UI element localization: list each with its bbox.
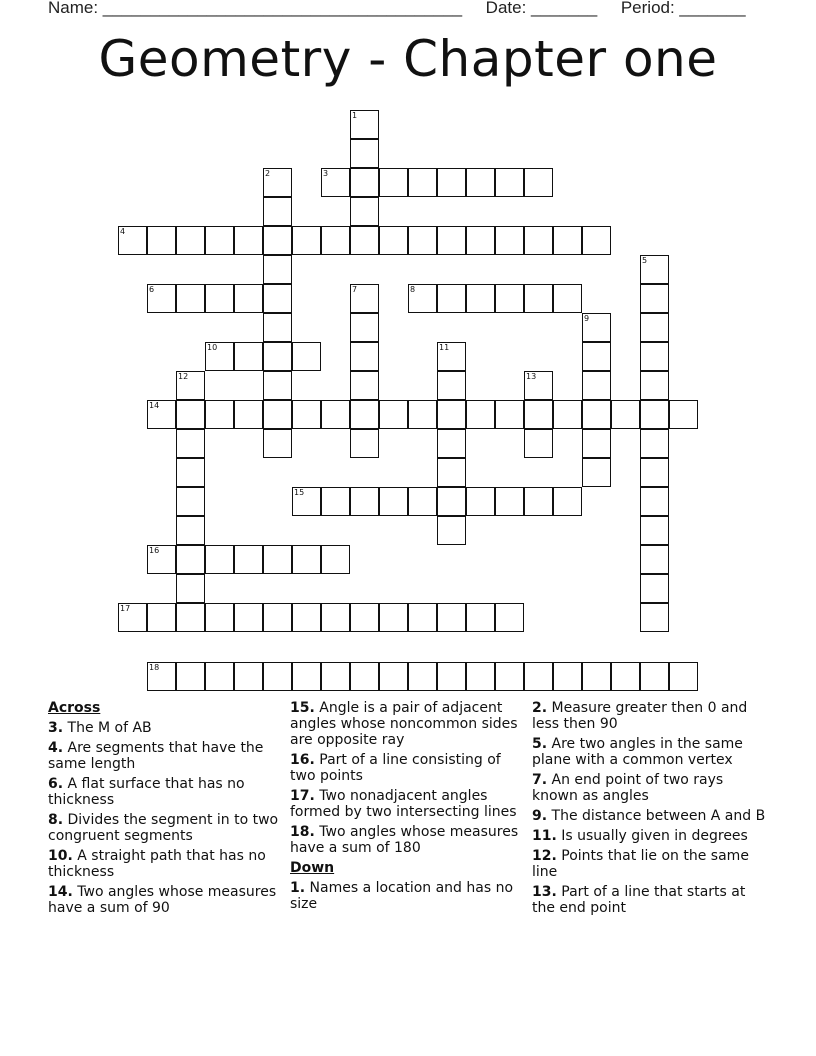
crossword-cell[interactable] — [176, 603, 205, 632]
clue-column-2 — [290, 700, 524, 916]
crossword-cell[interactable] — [582, 662, 611, 691]
clue-item-number: 16. — [290, 752, 315, 768]
crossword-cell[interactable] — [408, 226, 437, 255]
clue-number: 11 — [439, 343, 450, 352]
crossword-cell[interactable] — [640, 255, 669, 284]
clue-item-text: The M of AB — [67, 720, 152, 736]
crossword-cell[interactable] — [263, 284, 292, 313]
crossword-cell[interactable] — [147, 545, 176, 574]
crossword-cell[interactable] — [263, 429, 292, 458]
clue-item-text: The distance between A and B — [551, 808, 766, 824]
crossword-cell[interactable] — [118, 226, 147, 255]
crossword-cell[interactable] — [350, 662, 379, 691]
crossword-cell[interactable] — [350, 197, 379, 226]
clue-number: 5 — [642, 256, 648, 265]
crossword-cell[interactable] — [379, 168, 408, 197]
crossword-cell[interactable] — [582, 313, 611, 342]
crossword-cell[interactable] — [263, 371, 292, 400]
crossword-cell[interactable] — [640, 487, 669, 516]
clue-item-number: 3. — [48, 720, 64, 736]
crossword-cell[interactable] — [466, 662, 495, 691]
section-heading: Across — [48, 700, 101, 716]
crossword-cell[interactable] — [176, 545, 205, 574]
crossword-cell[interactable] — [582, 458, 611, 487]
clue-item-text: Points that lie on the same line — [532, 848, 749, 880]
crossword-cell[interactable] — [263, 168, 292, 197]
crossword-cell[interactable] — [205, 662, 234, 691]
clue-item — [532, 848, 772, 880]
crossword-cell[interactable] — [263, 603, 292, 632]
crossword-cell[interactable] — [437, 429, 466, 458]
clue-column-3 — [532, 700, 772, 920]
crossword-cell[interactable] — [176, 458, 205, 487]
clue-number: 13 — [526, 372, 537, 381]
crossword-cell[interactable] — [640, 458, 669, 487]
clue-number: 12 — [178, 372, 189, 381]
crossword-cell[interactable] — [640, 342, 669, 371]
clue-item — [290, 880, 524, 912]
crossword-cell[interactable] — [350, 110, 379, 139]
crossword-cell[interactable] — [234, 342, 263, 371]
crossword-cell[interactable] — [263, 255, 292, 284]
clue-item — [532, 772, 772, 804]
clue-number: 8 — [410, 285, 416, 294]
clue-item — [48, 848, 280, 880]
crossword-cell[interactable] — [205, 226, 234, 255]
clue-item-text: Is usually given in degrees — [561, 828, 748, 844]
crossword-cell[interactable] — [611, 662, 640, 691]
crossword-cell[interactable] — [118, 603, 147, 632]
crossword-cell[interactable] — [495, 226, 524, 255]
crossword-cell[interactable] — [582, 342, 611, 371]
clue-item-number: 7. — [532, 772, 548, 788]
clue-item — [532, 736, 772, 768]
crossword-cell[interactable] — [408, 662, 437, 691]
crossword-cell[interactable] — [292, 545, 321, 574]
crossword-cell[interactable] — [495, 168, 524, 197]
crossword-cell[interactable] — [582, 226, 611, 255]
crossword-cell[interactable] — [611, 400, 640, 429]
crossword-cell[interactable] — [495, 662, 524, 691]
crossword-cell[interactable] — [408, 168, 437, 197]
crossword-cell[interactable] — [437, 516, 466, 545]
clue-item-number: 14. — [48, 884, 73, 900]
crossword-cell[interactable] — [640, 545, 669, 574]
crossword-cell[interactable] — [350, 603, 379, 632]
clue-number: 9 — [584, 314, 590, 323]
crossword-cell[interactable] — [524, 284, 553, 313]
crossword-cell[interactable] — [350, 168, 379, 197]
crossword-cell[interactable] — [234, 400, 263, 429]
crossword-cell[interactable] — [176, 400, 205, 429]
crossword-cell[interactable] — [553, 662, 582, 691]
clue-number: 2 — [265, 169, 271, 178]
crossword-cell[interactable] — [408, 603, 437, 632]
crossword-cell[interactable] — [524, 371, 553, 400]
crossword-cell[interactable] — [524, 400, 553, 429]
clue-item-text: Two angles whose measures have a sum of 90 — [48, 884, 277, 916]
crossword-cell[interactable] — [176, 371, 205, 400]
clue-item — [290, 788, 524, 820]
clue-item-text: An end point of two rays known as angles — [532, 772, 724, 804]
clue-item-text: Two nonadjacent angles formed by two intersecting lines — [290, 788, 517, 820]
clue-item-text: Two angles whose measures have a sum of 180 — [290, 824, 519, 856]
crossword-cell[interactable] — [234, 284, 263, 313]
crossword-cell[interactable] — [553, 400, 582, 429]
crossword-cell[interactable] — [524, 429, 553, 458]
crossword-cell[interactable] — [553, 284, 582, 313]
crossword-cell[interactable] — [669, 400, 698, 429]
clue-item-text: Part of a line consisting of two points — [290, 752, 501, 784]
crossword-cell[interactable] — [147, 284, 176, 313]
clue-item-number: 1. — [290, 880, 306, 896]
crossword-cell[interactable] — [263, 197, 292, 226]
crossword-cell[interactable] — [234, 662, 263, 691]
crossword-cell[interactable] — [408, 487, 437, 516]
crossword-cell[interactable] — [466, 487, 495, 516]
crossword-cell[interactable] — [524, 168, 553, 197]
crossword-cell[interactable] — [350, 371, 379, 400]
crossword-cell[interactable] — [176, 284, 205, 313]
student-info-line[interactable]: Name: ______________________________________ Date: _______ Period: _______ — [48, 0, 746, 17]
clue-item — [48, 740, 280, 772]
crossword-cell[interactable] — [640, 662, 669, 691]
clue-item-text: Measure greater then 0 and less then 90 — [532, 700, 748, 732]
clue-item — [532, 828, 772, 844]
crossword-cell[interactable] — [263, 662, 292, 691]
crossword-cell[interactable] — [263, 313, 292, 342]
crossword-cell[interactable] — [640, 574, 669, 603]
clue-item-number: 11. — [532, 828, 557, 844]
crossword-cell[interactable] — [669, 662, 698, 691]
clue-number: 15 — [294, 488, 305, 497]
crossword-cell[interactable] — [205, 545, 234, 574]
crossword-cell[interactable] — [205, 603, 234, 632]
crossword-cell[interactable] — [176, 226, 205, 255]
clue-number: 18 — [149, 663, 160, 672]
crossword-cell[interactable] — [437, 226, 466, 255]
clue-number: 17 — [120, 604, 131, 613]
crossword-cell[interactable] — [640, 400, 669, 429]
crossword-cell[interactable] — [350, 487, 379, 516]
clue-item-text: Are two angles in the same plane with a common vertex — [532, 736, 743, 768]
crossword-cell[interactable] — [350, 139, 379, 168]
crossword-cell[interactable] — [553, 226, 582, 255]
page-title: Geometry - Chapter one — [98, 30, 718, 88]
clue-item-number: 4. — [48, 740, 64, 756]
clue-item — [290, 824, 524, 856]
clue-item — [532, 700, 772, 732]
crossword-cell[interactable] — [321, 603, 350, 632]
crossword-cell[interactable] — [321, 545, 350, 574]
clue-item-text: A flat surface that has no thickness — [48, 776, 245, 808]
crossword-cell[interactable] — [495, 400, 524, 429]
clue-item-text: Divides the segment in to two congruent segments — [48, 812, 279, 844]
crossword-cell[interactable] — [466, 400, 495, 429]
crossword-cell[interactable] — [321, 400, 350, 429]
crossword-cell[interactable] — [640, 313, 669, 342]
crossword-cell[interactable] — [176, 487, 205, 516]
crossword-cell[interactable] — [350, 313, 379, 342]
clue-item-number: 6. — [48, 776, 64, 792]
crossword-cell[interactable] — [205, 284, 234, 313]
clue-item-number: 15. — [290, 700, 315, 716]
crossword-cell[interactable] — [495, 603, 524, 632]
clue-item-number: 8. — [48, 812, 64, 828]
clue-item-text: Angle is a pair of adjacent angles whose noncommon sides are opposite ray — [290, 700, 518, 748]
clue-item-number: 17. — [290, 788, 315, 804]
section-heading: Down — [290, 860, 335, 876]
crossword-cell[interactable] — [408, 284, 437, 313]
crossword-cell[interactable] — [321, 226, 350, 255]
crossword-cell[interactable] — [147, 662, 176, 691]
crossword-cell[interactable] — [437, 458, 466, 487]
crossword-cell[interactable] — [321, 168, 350, 197]
clue-number: 16 — [149, 546, 160, 555]
crossword-cell[interactable] — [263, 226, 292, 255]
clue-item-number: 12. — [532, 848, 557, 864]
clue-item-number: 18. — [290, 824, 315, 840]
clue-number: 7 — [352, 285, 358, 294]
clue-item-text: Names a location and has no size — [290, 880, 514, 912]
crossword-cell[interactable] — [379, 226, 408, 255]
crossword-cell[interactable] — [379, 400, 408, 429]
crossword-cell[interactable] — [524, 226, 553, 255]
crossword-cell[interactable] — [437, 284, 466, 313]
crossword-cell[interactable] — [205, 342, 234, 371]
clue-item — [48, 720, 280, 736]
clue-item — [532, 808, 772, 824]
crossword-cell[interactable] — [292, 226, 321, 255]
clue-number: 3 — [323, 169, 329, 178]
crossword-cell[interactable] — [495, 284, 524, 313]
crossword-cell[interactable] — [379, 662, 408, 691]
crossword-cell[interactable] — [234, 545, 263, 574]
crossword-cell[interactable] — [176, 574, 205, 603]
clue-item-text: A straight path that has no thickness — [48, 848, 266, 880]
clue-number: 14 — [149, 401, 160, 410]
crossword-cell[interactable] — [263, 545, 292, 574]
crossword-cell[interactable] — [437, 662, 466, 691]
clue-item-number: 5. — [532, 736, 548, 752]
crossword-cell[interactable] — [466, 168, 495, 197]
clue-item-number: 10. — [48, 848, 73, 864]
crossword-cell[interactable] — [466, 284, 495, 313]
crossword-cell[interactable] — [292, 400, 321, 429]
crossword-cell[interactable] — [495, 487, 524, 516]
crossword-cell[interactable] — [292, 487, 321, 516]
crossword-cell[interactable] — [350, 429, 379, 458]
crossword-cell[interactable] — [408, 400, 437, 429]
clue-number: 6 — [149, 285, 155, 294]
crossword-cell[interactable] — [437, 487, 466, 516]
crossword-cell[interactable] — [321, 487, 350, 516]
crossword-cell[interactable] — [292, 662, 321, 691]
crossword-cell[interactable] — [292, 342, 321, 371]
crossword-cell[interactable] — [350, 226, 379, 255]
clue-item-text: Are segments that have the same length — [48, 740, 264, 772]
crossword-cell[interactable] — [553, 487, 582, 516]
clue-item — [532, 884, 772, 916]
clue-number: 10 — [207, 343, 218, 352]
crossword-cell[interactable] — [176, 516, 205, 545]
crossword-cell[interactable] — [379, 487, 408, 516]
crossword-cell[interactable] — [640, 284, 669, 313]
crossword-cell[interactable] — [640, 603, 669, 632]
clue-item — [48, 884, 280, 916]
crossword-cell[interactable] — [582, 400, 611, 429]
crossword-cell[interactable] — [640, 371, 669, 400]
crossword-cell[interactable] — [176, 662, 205, 691]
crossword-cell[interactable] — [321, 662, 350, 691]
crossword-cell[interactable] — [292, 603, 321, 632]
crossword-cell[interactable] — [263, 342, 292, 371]
crossword-cell[interactable] — [234, 603, 263, 632]
crossword-cell[interactable] — [437, 603, 466, 632]
crossword-cell[interactable] — [466, 603, 495, 632]
crossword-cell[interactable] — [437, 371, 466, 400]
clue-item-number: 2. — [532, 700, 548, 716]
crossword-cell[interactable] — [437, 342, 466, 371]
crossword-cell[interactable] — [524, 662, 553, 691]
clue-item-text: Part of a line that starts at the end point — [532, 884, 746, 916]
crossword-cell[interactable] — [466, 226, 495, 255]
crossword-cell[interactable] — [437, 400, 466, 429]
crossword-cell[interactable] — [147, 226, 176, 255]
crossword-cell[interactable] — [350, 400, 379, 429]
crossword-cell[interactable] — [582, 429, 611, 458]
crossword-cell[interactable] — [437, 168, 466, 197]
clue-item-number: 9. — [532, 808, 548, 824]
clue-column-1 — [48, 700, 280, 920]
crossword-cell[interactable] — [350, 342, 379, 371]
crossword-cell[interactable] — [524, 487, 553, 516]
crossword-cell[interactable] — [234, 226, 263, 255]
clue-item — [48, 776, 280, 808]
clue-item-number: 13. — [532, 884, 557, 900]
clue-item — [290, 752, 524, 784]
clue-number: 4 — [120, 227, 126, 236]
crossword-cell[interactable] — [640, 429, 669, 458]
crossword-cell[interactable] — [147, 603, 176, 632]
crossword-cell[interactable] — [582, 371, 611, 400]
crossword-cell[interactable] — [176, 429, 205, 458]
crossword-cell[interactable] — [379, 603, 408, 632]
crossword-cell[interactable] — [350, 284, 379, 313]
crossword-cell[interactable] — [147, 400, 176, 429]
crossword-cell[interactable] — [263, 400, 292, 429]
clue-item — [290, 700, 524, 748]
crossword-cell[interactable] — [640, 516, 669, 545]
crossword-cell[interactable] — [205, 400, 234, 429]
clue-item — [48, 812, 280, 844]
clue-number: 1 — [352, 111, 358, 120]
